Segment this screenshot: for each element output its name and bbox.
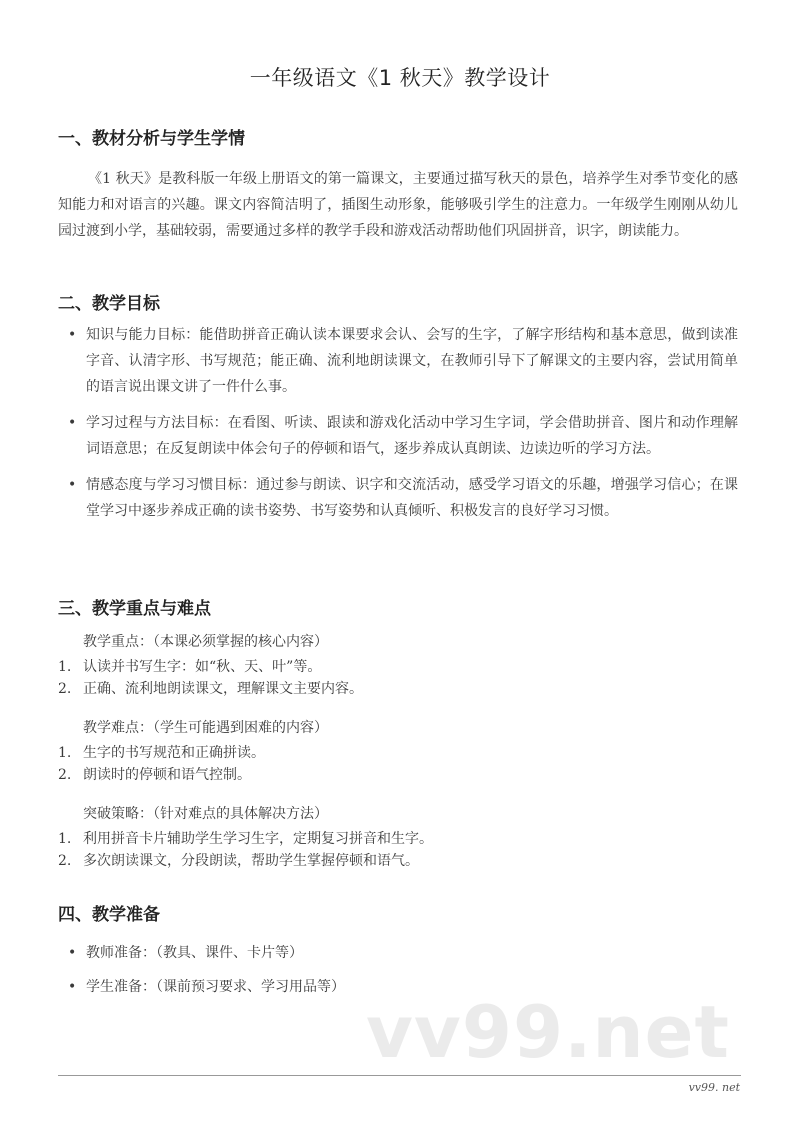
goal-item: • 知识与能力目标：能借助拼音正确认读本课要求会认、会写的生字，了解字形结构和基本意思，做到读准字音、认清字形、书写规范；能正确、流利地朗读课文，在教师引导下了解课文的主要内容，尝试用简单的语言说出课文讲了一件什么事。 <box>58 322 738 400</box>
bullet-icon: • <box>68 327 77 343</box>
goal-item: • 情感态度与学习习惯目标：通过参与朗读、识字和交流活动，感受学习语文的乐趣，增强学习信心；在课堂学习中逐步养成正确的读书姿势、书写姿势和认真倾听、积极发言的良好学习习惯。 <box>58 472 738 524</box>
list-item: 2. 正确、流利地朗读课文，理解课文主要内容。 <box>58 681 363 697</box>
watermark: vv99.net <box>366 990 730 1074</box>
analysis-paragraph: 《1 秋天》是教科版一年级上册语文的第一篇课文，主要通过描写秋天的景色，培养学生对季节变化的感知能力和对语言的兴趣。课文内容简洁明了，插图生动形象，能够吸引学生的注意力。一年级学生刚刚从幼儿园过渡到小学，基础较弱，需要通过多样的教学手段和游戏活动帮助他们巩固拼音，识字，朗读能力。 <box>58 171 738 239</box>
preparation-item: • 教师准备：（教具、课件、卡片等） <box>58 940 738 966</box>
bullet-icon: • <box>68 945 77 961</box>
bullet-icon: • <box>68 415 77 431</box>
list-item: 1. 利用拼音卡片辅助学生学习生字，定期复习拼音和生字。 <box>58 831 433 847</box>
list-item: 2. 多次朗读课文，分段朗读，帮助学生掌握停顿和语气。 <box>58 853 419 869</box>
bullet-icon: • <box>68 477 77 493</box>
bullet-icon: • <box>68 979 77 995</box>
document-title: 一年级语文《1 秋天》教学设计 <box>249 66 551 90</box>
list-item: 1. 生字的书写规范和正确拼读。 <box>58 745 265 761</box>
list-item: 1. 认读并书写生字：如“秋、天、叶”等。 <box>58 659 322 675</box>
section-heading-analysis: 一、教材分析与学生学情 <box>58 129 245 149</box>
key-points-label: 教学重点：（本课必须掌握的核心内容） <box>83 634 328 650</box>
strategy-list <box>58 828 433 872</box>
footer-site-label: vv99. net <box>688 1081 740 1094</box>
strategy-label: 突破策略：（针对难点的具体解决方法） <box>83 806 328 822</box>
difficulties-list <box>58 742 265 786</box>
section-heading-goals: 二、教学目标 <box>58 294 160 314</box>
list-item: 2. 朗读时的停顿和语气控制。 <box>58 767 251 783</box>
footer-divider <box>58 1075 741 1076</box>
difficulties-label: 教学难点：（学生可能遇到困难的内容） <box>83 720 328 736</box>
key-points-list <box>58 656 363 700</box>
preparation-item: • 学生准备：（课前预习要求、学习用品等） <box>58 974 738 1000</box>
section-heading-key-points: 三、教学重点与难点 <box>58 599 211 619</box>
goals-list <box>58 322 738 534</box>
goal-item: • 学习过程与方法目标：在看图、听读、跟读和游戏化活动中学习生字词，学会借助拼音、图片和动作理解词语意思；在反复朗读中体会句子的停顿和语气，逐步养成认真朗读、边读边听的学习方法。 <box>58 410 738 462</box>
section-heading-preparation: 四、教学准备 <box>58 905 160 925</box>
